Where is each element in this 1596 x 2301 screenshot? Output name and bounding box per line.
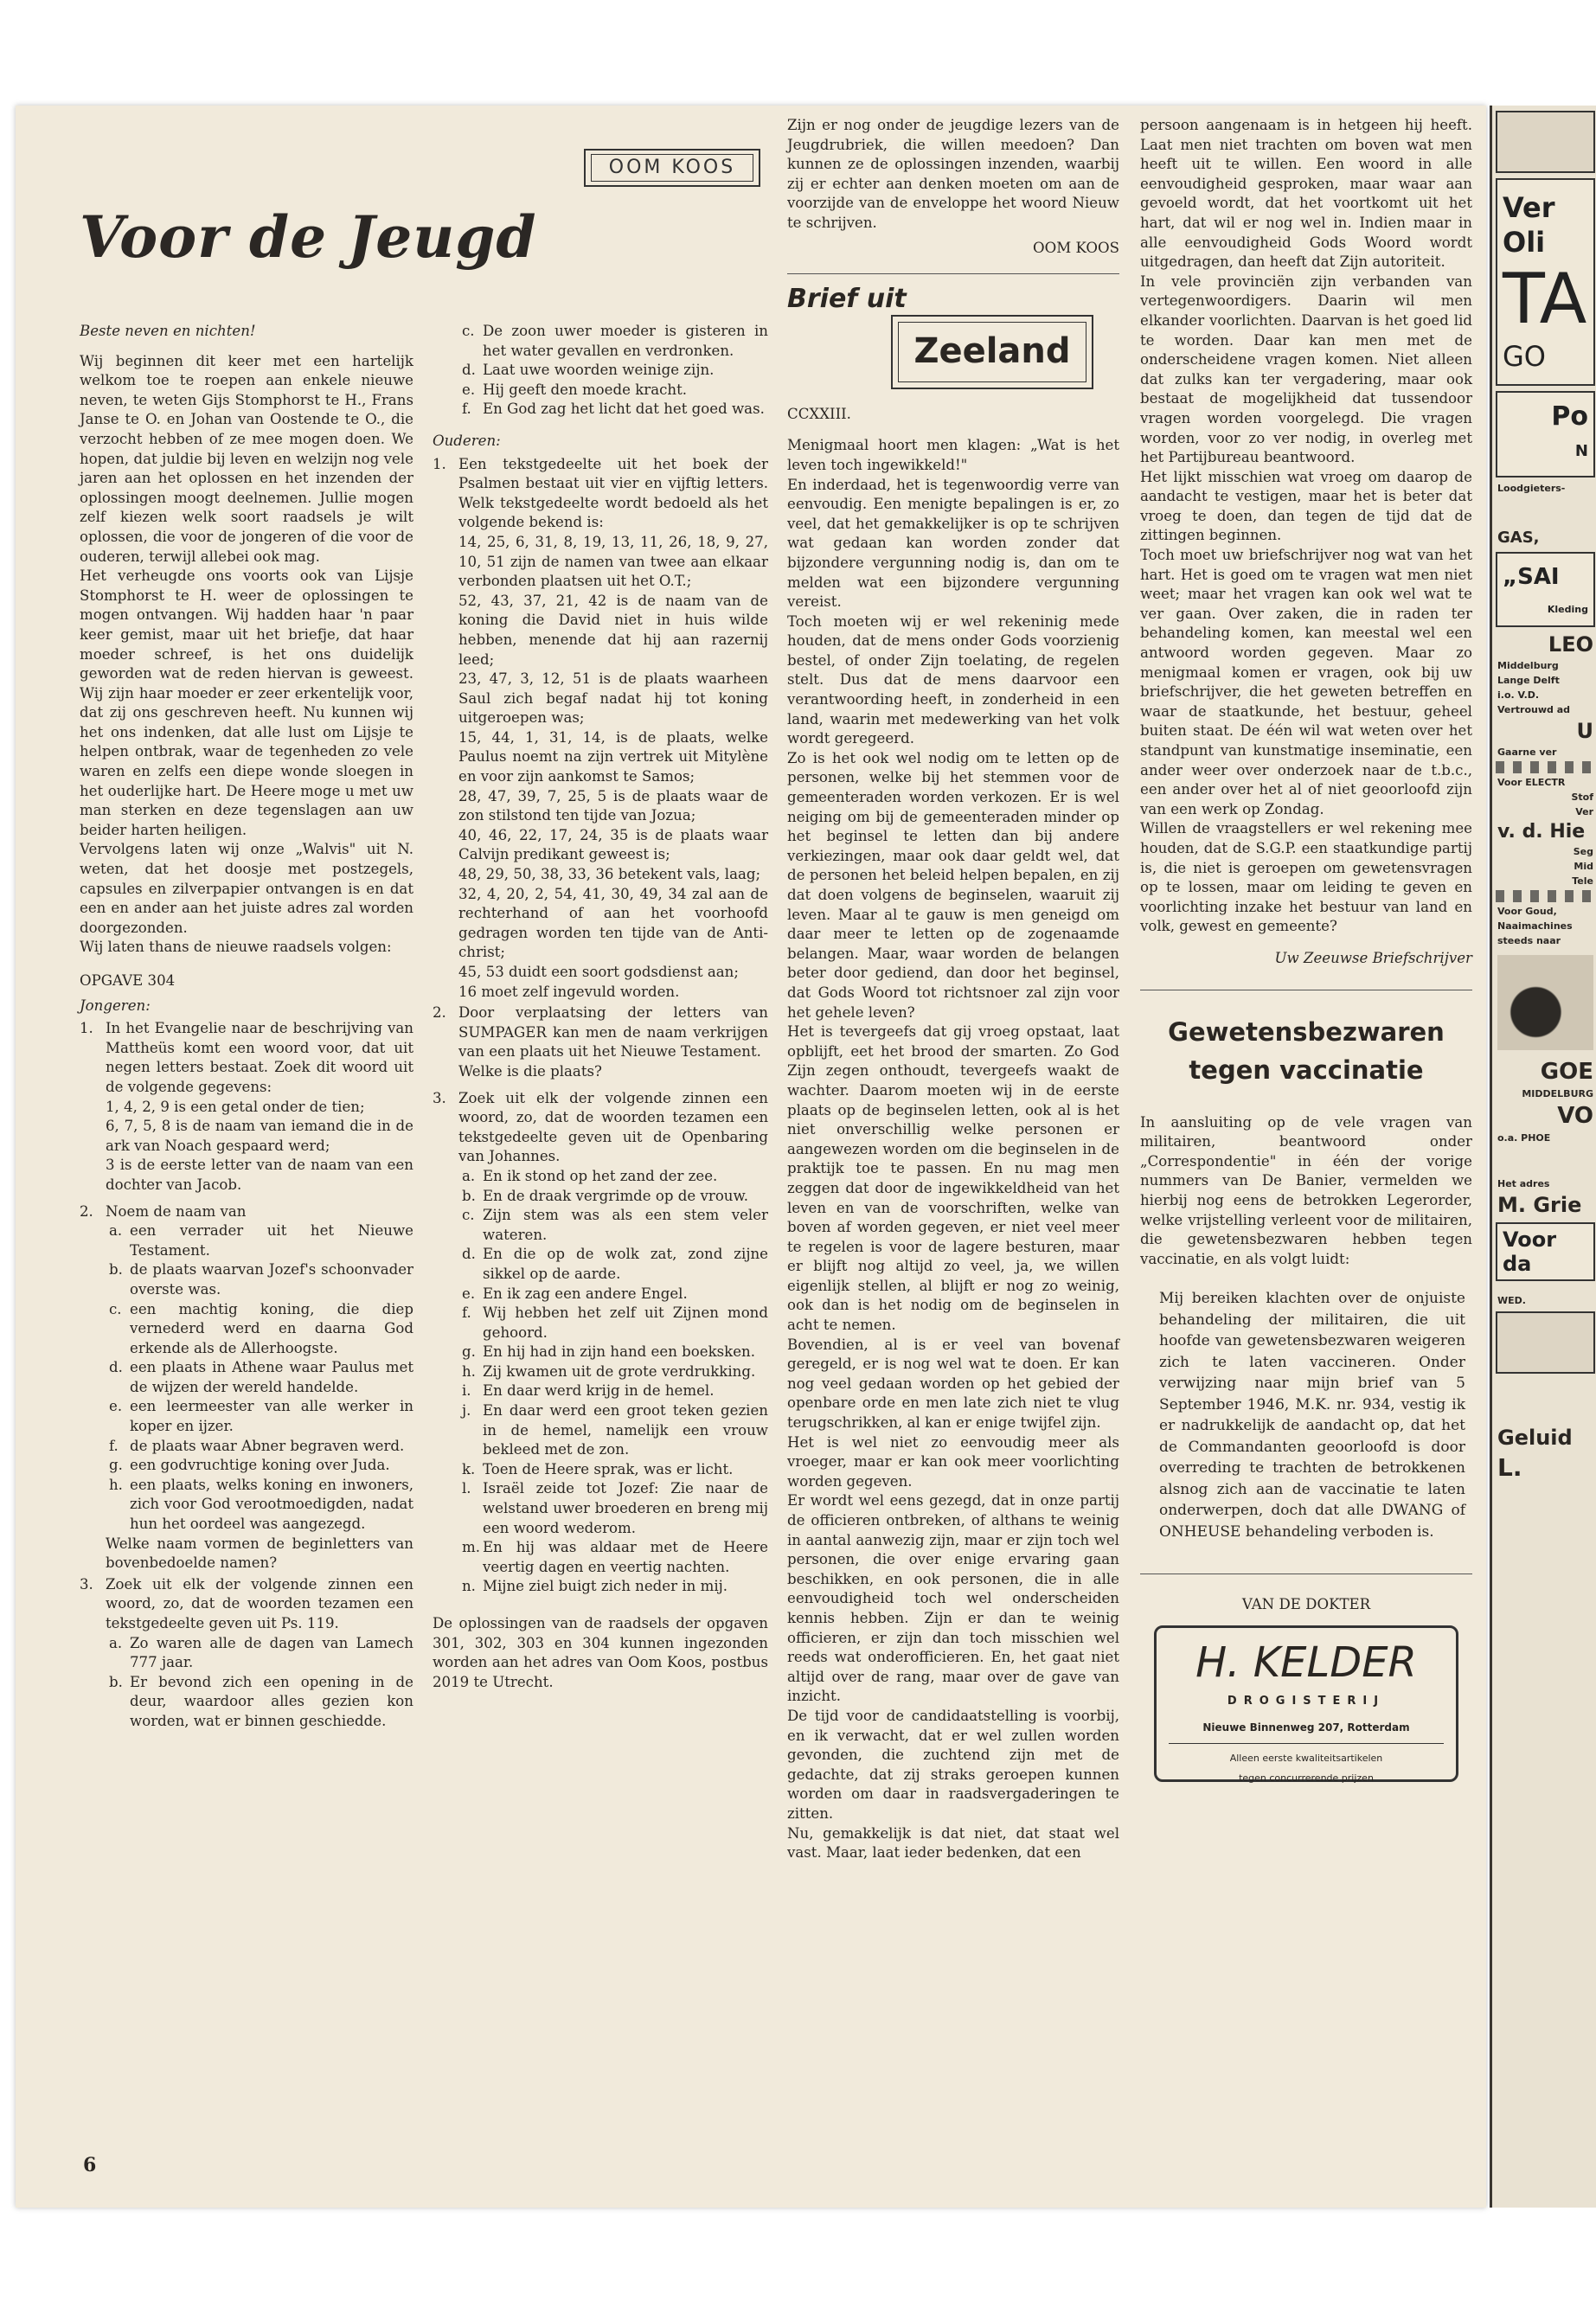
column-2: c. De zoon uwer moeder is gisteren in het water gevallen en verdronken. d. Laat uwe woorden weinige zijn. e. Hij geeft den moede kracht. f. En God zag het licht dat het goed was. Ouderen: 1. Een tekstgedeelte uit het boek der Psalmen bestaat uit vier en vijftig letters. Welk tekstgedeelte wordt bedoeld als het volgende bekend is: 14, 25, 6, 31, 8, 19, 13, 11, 26, 18, 9, 27, 10, 51 zijn de namen van twee aan elkaar verbonden plaatsen uit het O.T.; 52, 43, 37, 21, 42 is de naam van de koning die David niet in huis wilde hebben, menende dat hij aan razernij leed; 23, 47, 3, 12, 51 is de plaats waarheen Saul zich begaf nadat hij tot koning uitgeroepen was; 15, 44, 1, 31, 14, is de plaats, welke Paulus noemt na zijn vertrek uit Mitylène en voor zijn aankomst te Samos; 28, 47, 39, 7, 25, 5 is de plaats waar de zon stilstond ten tijde van Jozua; 40, 46, 22, 17, 24, 35 is de plaats waar Calvijn predikant geweest is; 48, 29, 50, 38, 33, 36 betekent vals, laag; 32, 4, 20, 2, 54, 41, 30, 49, 34 zal aan de rechterhand of aan het voorhoofd gedragen worden ten tijde van de Anti-christ; 45, 53 duidt een soort godsdienst aan; 16 moet zelf ingevuld worden. 2. Door verplaatsing der letters van SUMPAGER kan men de naam verkrijgen van een plaats uit het Nieuwe Testament. Welke is die plaats? 3. Zoek uit elk der volgende zinnen een woord, zo, dat de woorden tezamen een tekstgedeelte geven uit de Openbaring van Johannes. a. En ik stond op het zand der zee. b. En de draak vergrimde op de vrouw. c. Zijn stem was als een stem veler wateren. d. En die op de wolk zat, zond zijne sikkel op de aarde. e. En ik zag een andere Engel. f. Wij hebben het zelf uit Zijnen mond gehoord. g. En hij had in zijn hand een boeksken. h. Zij kwamen uit de grote verdrukking. i. En daar werd krijg in de hemel. j. En daar werd een groot teken gezien in de hemel, namelijk een vrouw bekleed met de zon. k. Toen de Heere sprak, was er licht. l. Israël zeide tot Jozef: Zie naar de welstand uwer broederen en breng mij een woord wederom. m. En hij was aldaar met de Heere veertig dagen en veertig nachten. n. Mijne ziel buigt zich neder in mij. De oplossingen van de raadsels der opgaven 301, 302, 303 en 304 kunnen ingezonden worden aan het adres van Oom Koos, postbus 2019 te Utrecht. <box>433 322 768 1692</box>
ad-text: M. Grie <box>1497 1193 1582 1217</box>
ad-block <box>1496 111 1595 173</box>
zeeland-title: Zeeland <box>898 322 1086 382</box>
paragraph: Bovendien, al is er veel van bovenaf geregeld, er is nog wel wat te doen. Er kan nog veel gedaan worden op het gebied der openbare orde en men late zich niet te vlug terugschrikken, al kan er enige twijfel zijn. <box>787 1336 1119 1432</box>
paragraph: Het is wel niet zo eenvoudig meer als vroeger, maar er kan ook meer voorlichting worden gegeven. <box>787 1433 1119 1490</box>
ad-text: WED. <box>1497 1295 1526 1306</box>
ad-text: Voor ELECTR <box>1497 777 1566 788</box>
paragraph: Menigmaal hoort men klagen: „Wat is het leven toch ingewikkeld!" <box>787 437 1119 473</box>
column-4 <box>1140 116 1472 1782</box>
paragraph: Het is tevergeefs dat gij vroeg opstaat, laat opblijft, eet het brood der smarten. Zo God Zijn zegen onthoudt, tevergeefs waakt de wachter. Daarom moeten wij in de eerste plaats op de beginselen letten, ook al is het niet onverschillig welke personen er aangewezen worden om die beginselen in de praktijk toe te passen. En nu mag men zeggen dat door de ingewikkeldheid van het leven en van de voorschriften, welke van boven af worden gegeven, er niet veel meer te regelen is voor de lagere besturen, maar er blijft nog altijd zo veel, ja, we willen eigenlijk stellen, al blijft er nog zo weinig, ook dan is het nodig om de beginselen in acht te nemen. <box>787 1023 1119 1334</box>
ad-text: GAS, <box>1497 529 1540 547</box>
decorative-divider <box>1496 761 1595 773</box>
ouderen-heading: Ouderen: <box>433 432 501 449</box>
ad-text: U <box>1576 719 1593 743</box>
page-number: 6 <box>83 2154 97 2176</box>
paragraph: En inderdaad, het is tegenwoordig verre van eenvoudig. Een menigte bepalingen is er, zo veel, dat het gemakkelijker is op te schrijven wat gedaan kan worden zonder dat bijzondere vergunning nodig is, dan om te melden wat een bijzondere vergunning vereist. <box>787 476 1119 611</box>
badge-text: OOM KOOS <box>591 154 753 182</box>
ad-text: i.o. V.D. <box>1497 689 1540 701</box>
ouderen-question-1: 1. Een tekstgedeelte uit het boek der Psalmen bestaat uit vier en vijftig letters. Welk tekstgedeelte wordt bedoeld als het volgende bekend is: 14, 25, 6, 31, 8, 19, 13, 11, 26, 18, 9, 27, 10, 51 zijn de namen van twee aan elkaar verbonden plaatsen uit het O.T.; 52, 43, 37, 21, 42 is de naam van de koning die David niet in huis wilde hebben, menende dat hij aan razernij leed; 23, 47, 3, 12, 51 is de plaats waarheen Saul zich begaf nadat hij tot koning uitgeroepen was; 15, 44, 1, 31, 14, is de plaats, welke Paulus noemt na zijn vertrek uit Mitylène en voor zijn aankomst te Samos; 28, 47, 39, 7, 25, 5 is de plaats waar de zon stilstond ten tijde van Jozua; 40, 46, 22, 17, 24, 35 is de plaats waar Calvijn predikant geweest is; 48, 29, 50, 38, 33, 36 betekent vals, laag; 32, 4, 20, 2, 54, 41, 30, 49, 34 zal aan de rechterhand of aan het voorhoofd gedragen worden ten tijde van de Anti-christ; 45, 53 duidt een soort godsdienst aan; 16 moet zelf ingevuld worden. <box>433 455 768 1000</box>
divider <box>787 273 1119 274</box>
paragraph: Er wordt wel eens gezegd, dat in onze partij de officieren ontbreken, of althans te weinig in aantal aanwezig zijn, maar er zijn toch wel personen, die over enige ervaring gaan beschikken, en ook personen, die in alle eenvoudigheid toch wel onderscheiden kennis hebben. Zijn er dan te weinig officieren, er zijn dan toch misschien wel reeds wat onderofficieren. En, het gaat niet altijd over de rang, maar over de gave van inzicht. <box>787 1492 1119 1705</box>
next-page-advert-strip <box>1490 106 1596 2208</box>
question-3: 3. Zoek uit elk der volgende zinnen een woord, zo, dat de woorden tezamen een tekstgedeelte geven uit Ps. 119. a. Zo waren alle de dagen van Lamech 777 jaar. b. Er bevond zich een opening in de deur, waardoor alles gezien kon worden, wat er binnen geschiedde. <box>80 1575 413 1729</box>
ad-block: Po N <box>1496 391 1595 478</box>
ad-block <box>1496 1311 1595 1374</box>
ad-text: LEO <box>1548 632 1593 657</box>
ouderen-question-3: 3. Zoek uit elk der volgende zinnen een woord, zo, dat de woorden tezamen een tekstgedeelte geven uit de Openbaring van Johannes. a. En ik stond op het zand der zee. b. En de draak vergrimde op de vrouw. c. Zijn stem was als een stem veler wateren. d. En die op de wolk zat, zond zijne sikkel op de aarde. e. En ik zag een andere Engel. f. Wij hebben het zelf uit Zijnen mond gehoord. g. En hij had in zijn hand een boeksken. h. Zij kwamen uit de grote verdrukking. i. En daar werd krijg in de hemel. j. En daar werd een groot teken gezien in de hemel, namelijk een vrouw bekleed met de zon. k. Toen de Heere sprak, was er licht. l. Israël zeide tot Jozef: Zie naar de welstand uwer broederen en breng mij een woord wederom. m. En hij was aldaar met de Heere veertig dagen en veertig nachten. n. Mijne ziel buigt zich neder in mij. <box>433 1089 768 1595</box>
column-badge <box>584 149 760 187</box>
column-3 <box>787 116 1119 1863</box>
ad-text: Ver <box>1575 806 1593 817</box>
zeeland-box <box>891 315 1093 389</box>
question-1: 1. In het Evangelie naar de beschrijving van Mattheüs komt een woord voor, dat uit negen letters bestaat. Zoek dit woord uit de volgende gegevens: 1, 4, 2, 9 is een getal onder de tien; 6, 7, 5, 8 is de naam van iemand die in de ark van Noach gespaard werd; 3 is de eerste letter van de naam van een dochter van Jacob. <box>80 1020 413 1193</box>
ad-text: MIDDELBURG <box>1522 1088 1593 1099</box>
ad-heading: VAN DE DOKTER <box>1241 1596 1371 1613</box>
ad-note: Alleen eerste kwaliteitsartikelen <box>1229 1753 1383 1765</box>
ad-text: Mid <box>1574 861 1593 872</box>
ad-name: H. KELDER <box>1195 1638 1417 1687</box>
paragraph: Toch moeten wij er wel rekeninig mede houden, dat de mens onder Gods voorzienig bestel, of onder Zijn toelating, de regelen stelt. Dus dat de mens daarvoor een verantwoording heeft, in zonderheid in een land, waarin met medewerking van het volk wordt geregeerd. <box>787 612 1119 747</box>
ad-text: Geluid <box>1497 1426 1573 1450</box>
ad-block: Voor da <box>1496 1222 1595 1281</box>
paragraph: Willen de vraagstellers er wel rekening mee houden, dat de S.G.P. een staatkundige partij is, die niet is geroepen om gewetensvragen op te lossen, maar om leiding te geven en voorlichting inzake het bestuur van land en volk, gewest en gemeente? <box>1140 820 1472 935</box>
signature: Uw Zeeuwse Briefschrijver <box>1274 949 1472 966</box>
question-2: 2. Noem de naam van a. een verrader uit het Nieuwe Testament. b. de plaats waarvan Jozef's schoonvader overste was. c. een machtig koning, die diep vernederd werd en daarna God erkende als de Allerhoogste. d. een plaats in Athene waar Paulus met de wijzen der wereld handelde. e. een leermeester van alle werker in koper en ijzer. f. de plaats waar Abner begraven werd. g. een godvruchtige koning over Juda. h. een plaats, welks koning en inwoners, zich voor God verootmoedigden, nadat hun het oordeel was aangezegd. Welke naam vormen de beginletters van bovenbedoelde namen? <box>80 1202 413 1572</box>
ad-text: Naaimachines <box>1497 920 1573 932</box>
paragraph: Nu, gemakkelijk is dat niet, dat staat wel vast. Maar, laat ieder bedenken, dat een <box>787 1824 1119 1862</box>
opgave-heading: OPGAVE 304 <box>80 972 176 989</box>
ad-text: o.a. PHOE <box>1497 1132 1551 1144</box>
jongeren-heading: Jongeren: <box>80 997 151 1014</box>
ad-text: steeds naar <box>1497 935 1561 946</box>
legerorder-quote: Mij bereiken klachten over de onjuiste behandeling der militairen, die uit hoofde van gewetensbezwaren weigeren zich te laten vaccineren. Onder verwijzing naar mijn brief van 5 September 1946, M.K. nr. 934, vestig ik er nadrukkelijk de aandacht op, dat het de Commandanten geoorloofd is door overreding te trachten de betrokkenen alsnog zich aan de vaccinatie te laten onderwerpen, doch dat alle DWANG of ONHEUSE behandeling verboden is. <box>1159 1290 1465 1541</box>
paragraph: Het verheugde ons voorts ook van Lijsje Stomphorst te H. weer de oplossingen te mogen ontvangen. Wij hadden haar 'n paar keer gemist, maar uit het briefje, dat haar moeder schreef, is het ons duidelijk geworden wat de reden hiervan is geweest. Wij zijn haar moeder er zeer erkentelijk voor, dat zij ons geschreven heeft. Nu kunnen wij het ons indenken, dat alle lust om Lijsje te helpen ontbrak, waar de tegenheden zo vele waren en zelfs een diepe wonde sloegen in het ouderlijke hart. De Heere moge u met uw man sterken en deze tegenslagen aan uw beider harten heiligen. <box>80 567 413 838</box>
ad-text: Lange Delft <box>1497 675 1560 686</box>
ad-text: Gaarne ver <box>1497 747 1557 758</box>
decorative-divider <box>1496 890 1595 902</box>
paragraph: persoon aangenaam is in hetgeen hij heeft. Laat men niet trachten om boven wat men heeft uit te willen. Een woord in alle eenvoudigheid gesproken, maar waar aan gevoeld wordt, dat het voortkomt uit het hart, dat wil er nog wel in. Indien maar in alle eenvoudigheid Gods Woord wordt uitgedragen, dan heeft dat Zijn autoriteit. <box>1140 117 1472 271</box>
ad-text: Voor Goud, <box>1497 906 1557 917</box>
signature: OOM KOOS <box>1033 239 1119 256</box>
ad-text: L. <box>1497 1453 1522 1482</box>
paragraph: Vervolgens laten wij onze „Walvis" uit N. weten, dat het doosje met postzegels, capsules en zilverpapier ontvangen is en dat een en ander aan het juiste adres zal worden doorgezonden. <box>80 841 413 936</box>
kelder-advertisement <box>1154 1625 1458 1782</box>
column-1 <box>80 322 413 1737</box>
paragraph: Zijn er nog onder de jeugdige lezers van de Jeugdrubriek, die willen meedoen? Dan kunnen ze de oplossingen inzenden, waarbij zij er echter aan denken moeten om aan de voorzijde van de enveloppe het woord Nieuw te schrijven. <box>787 117 1119 231</box>
paragraph: Toch moet uw briefschrijver nog wat van het hart. Het is goed om te vragen wat men niet weet; maar het vragen kan ook wel wat te ver gaan. Over zaken, die in raden ter behandeling komen, kan meestal wel een antwoord worden gegeven. Maar zo menigmaal komen er vragen, ook bij uw briefschrijver, die het geweten betreffen en waar de staatkunde, het bestuur, geheel buiten staat. De één wil wat weten over het standpunt van kunstmatige inseminatie, een ander weer over onderzoek naar de t.b.c., een ander over het al of niet geoorloofd zijn van een werk op Zondag. <box>1140 547 1472 817</box>
ad-text: Stof <box>1571 792 1593 803</box>
ad-text: v. d. Hie <box>1497 821 1586 843</box>
brief-uit-heading: Brief uit <box>787 284 907 315</box>
ad-note: tegen concurrerende prijzen <box>1239 1772 1374 1784</box>
page-title: Voor de Jeugd <box>80 203 537 271</box>
ad-text: Vertrouwd ad <box>1497 704 1571 715</box>
ad-address: Nieuwe Binnenweg 207, Rotterdam <box>1169 1718 1444 1744</box>
paragraph: Wij laten thans de nieuwe raadsels volgen: <box>80 939 392 956</box>
paragraph: Zo is het ook wel nodig om te letten op de personen, welke bij het stemmen voor de gemeenteraden worden verkozen. Er is wel neiging om bij de gemeenteraden minder op het beginsel te letten dan bij andere verkiezingen, maar ook daar geldt wel, dat de personen het beleid helpen bepalen, en zij dat doen volgens de beginselen, waaruit zij leven. Maar al te gauw is men geneigd om daar meer te letten op de zogenaamde belangen. Maar, waar worden de belangen beter door gediend, dan door het beginsel, dat Gods Woord tot richtsnoer zal zijn voor het gehele leven? <box>787 749 1119 1021</box>
ad-text: Middelburg <box>1497 660 1559 671</box>
ouderen-question-2: 2. Door verplaatsing der letters van SUMPAGER kan men de naam verkrijgen van een plaats uit het Nieuwe Testament. Welke is die plaats? <box>433 1004 768 1080</box>
ad-text: Het adres <box>1497 1178 1550 1189</box>
vaccination-title: Gewetensbezwaren tegen vaccinatie <box>1168 1016 1445 1085</box>
greeting: Beste neven en nichten! <box>80 323 256 339</box>
paragraph: Wij beginnen dit keer met een hartelijk welkom toe te roepen aan enkele nieuwe neven, te weten Gijs Stomphorst te H., Frans Janse te O. en Johan van Oostende te O., die verzocht hebben of ze mee mogen doen. We hopen, dat juldie bij leven en welzijn nog vele jaren aan het oplossen en het inzenden der oplossingen moogt deelnemen. Jullie mogen zelf kiezen welk soort raadsels je wilt oplossen, die voor de jongeren of die voor de ouderen, terwijl allebei ook mag. <box>80 352 413 565</box>
paragraph: Het lijkt misschien wat vroeg om daarop de aandacht te vestigen, maar het is beter dat vroeg te doen, dan tegen de tijd dat de zittingen beginnen. <box>1140 468 1472 544</box>
ad-text: Seg <box>1573 846 1593 857</box>
ad-text: GOE <box>1540 1059 1593 1085</box>
closing-note: De oplossingen van de raadsels der opgaven 301, 302, 303 en 304 kunnen ingezonden worden aan het adres van Oom Koos, postbus 2019 te Utrecht. <box>433 1615 768 1690</box>
ad-block: „SAI Kleding <box>1496 552 1595 627</box>
paragraph: In vele provinciën zijn verbanden van vertegenwoordigers. Daarin wil men elkander voorlichten. Daarvan is het goed lid te worden. Daar kan men met de onderscheidene vragen komen. Niet alleen dat zulks kan ter vergadering, maar ook bestaat de mogelijkheid dat tussendoor vragen worden voorgelegd. Die vragen worden, voor zo ver nodig, in overleg met het Partijbureau beantwoord. <box>1140 272 1472 466</box>
ad-text: VO <box>1557 1103 1593 1129</box>
issue-number: CCXXIII. <box>787 405 851 422</box>
ad-block: Ver Oli TA GO <box>1496 178 1595 386</box>
paragraph: De tijd voor de candidaatstelling is voorbij, en ik verwacht, dat er wel zullen worden gevonden, die zuchtend zijn met de gedachte, dat zij straks geroepen kunnen worden om daar in raadsvergaderingen te zitten. <box>787 1707 1119 1822</box>
ad-text: Loodgieters- <box>1497 483 1566 494</box>
sewing-machine-illustration <box>1497 955 1593 1050</box>
ad-text: Tele <box>1572 875 1593 887</box>
paragraph: In aansluiting op de vele vragen van militairen, beantwoord onder „Correspondentie" in één der vorige nummers van De Banier, vermelden we hierbij nog eens de betrokken Legerorder, welke vrijstelling verleent voor de militairen, die gewetensbezwaren hebben tegen vaccinatie, en als volgt luidt: <box>1140 1113 1472 1267</box>
ad-sub: DROGISTERIJ <box>1227 1694 1386 1708</box>
